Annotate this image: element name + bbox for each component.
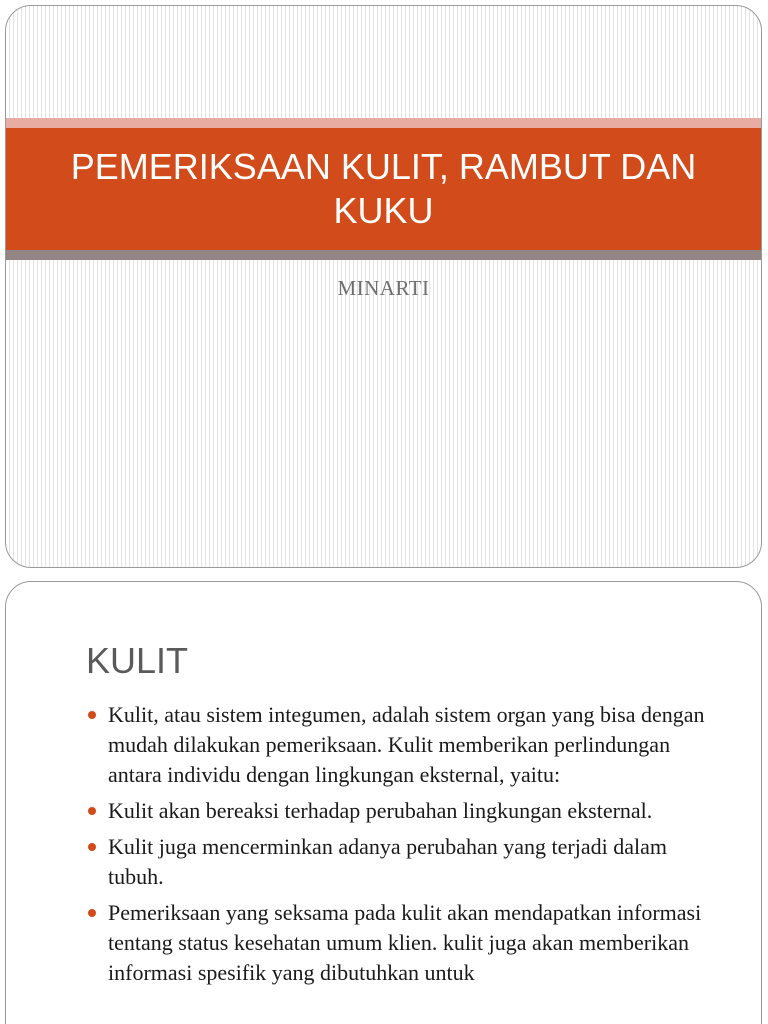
title-bar-top-stripe (6, 118, 761, 128)
title-slide (5, 5, 762, 568)
bullet-dot-icon (88, 909, 96, 917)
slide-subtitle: MINARTI (337, 276, 430, 300)
list-item (88, 898, 728, 988)
bullet-text: Kulit juga mencerminkan adanya perubahan yang terjadi dalam tubuh. (108, 834, 667, 889)
list-item (88, 832, 728, 892)
bullet-text: Pemeriksaan yang seksama pada kulit akan mendapatkan informasi tentang status kesehatan umum klien. kulit juga akan memberikan informasi spesifik yang dibutuhkan untuk (108, 900, 702, 985)
section-heading: KULIT (86, 640, 189, 681)
content-slide (5, 581, 762, 1024)
title-bar-bottom-stripe (6, 250, 761, 260)
bullet-text: Kulit akan bereaksi terhadap perubahan lingkungan eksternal. (108, 798, 653, 823)
slide-title: PEMERIKSAAN KULIT, RAMBUT DAN KUKU (70, 146, 697, 231)
title-bar (6, 128, 761, 250)
bullet-dot-icon (88, 711, 96, 719)
list-item (88, 700, 728, 790)
bullet-list (88, 700, 728, 994)
bullet-text: Kulit, atau sistem integumen, adalah sistem organ yang bisa dengan mudah dilakukan pemeriksaan. Kulit memberikan perlindungan antara individu dengan lingkungan eksternal, yaitu: (108, 702, 705, 787)
list-item (88, 796, 728, 826)
bullet-dot-icon (88, 843, 96, 851)
bullet-dot-icon (88, 807, 96, 815)
